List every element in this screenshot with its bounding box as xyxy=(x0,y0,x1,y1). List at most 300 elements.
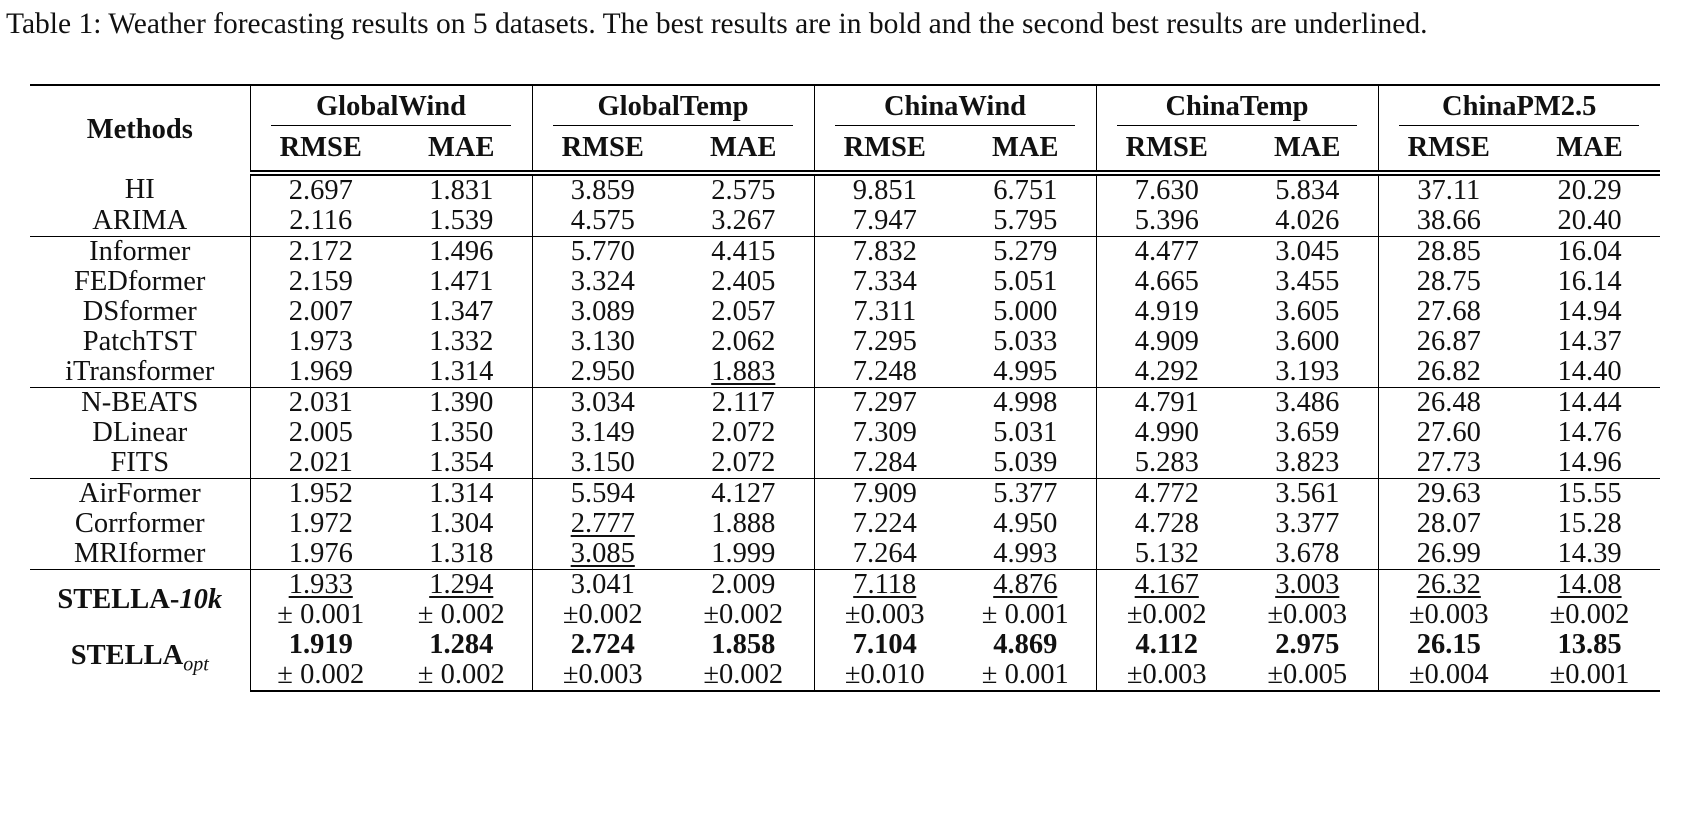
metric-value xyxy=(814,206,955,237)
metric-value xyxy=(955,327,1096,357)
metric-value-text: 26.82 xyxy=(1416,356,1481,387)
metric-value-text: 2.005 xyxy=(288,417,353,448)
stella-mean-text: 1.294 xyxy=(429,569,494,600)
stella-name-suffix: opt xyxy=(183,653,209,676)
metric-value xyxy=(391,206,532,237)
metric-value-text: 7.334 xyxy=(852,266,917,297)
metric-value xyxy=(391,418,532,448)
metric-value xyxy=(532,173,673,206)
metric-value xyxy=(1237,539,1378,570)
metric-value-text: 3.605 xyxy=(1275,296,1340,327)
metric-value-text: 1.347 xyxy=(429,296,494,327)
metric-value xyxy=(532,388,673,419)
method-name: ARIMA xyxy=(30,206,250,237)
metric-value xyxy=(673,479,814,510)
stella-mean-text: 26.32 xyxy=(1416,569,1481,600)
metric-value-text: 5.795 xyxy=(993,205,1058,236)
metric-value-text: 3.823 xyxy=(1275,447,1340,478)
metric-value-text: 1.314 xyxy=(429,356,494,387)
metric-value-text: 2.575 xyxy=(711,175,776,206)
metric-value xyxy=(1237,173,1378,206)
table-row xyxy=(30,479,1660,510)
metric-value xyxy=(532,418,673,448)
stella-mean-value xyxy=(673,570,814,601)
metric-value-text: 2.062 xyxy=(711,326,776,357)
metric-value-text: 2.117 xyxy=(711,387,775,418)
metric-value-text: 4.791 xyxy=(1134,387,1199,418)
metric-value-text: 1.539 xyxy=(429,205,494,236)
metric-value xyxy=(1378,357,1519,388)
metric-value-text: 1.888 xyxy=(711,508,776,539)
metric-value xyxy=(1096,509,1237,539)
metric-value-text: 3.267 xyxy=(711,205,776,236)
stella-mean-row xyxy=(30,630,1660,660)
stella-std-value: ±0.001 xyxy=(1519,660,1660,691)
metric-header: MAE xyxy=(391,126,532,173)
metric-value xyxy=(1096,237,1237,268)
stella-std-value: ± 0.001 xyxy=(250,600,391,630)
method-name: AirFormer xyxy=(78,478,201,509)
metric-value xyxy=(814,539,955,570)
metric-header: RMSE xyxy=(814,126,955,173)
stella-mean-value xyxy=(1237,630,1378,660)
metric-value-text: 15.28 xyxy=(1557,508,1622,539)
metric-value xyxy=(673,297,814,327)
metric-value-text: 1.969 xyxy=(288,356,353,387)
metric-value xyxy=(673,509,814,539)
metric-value-text: 4.127 xyxy=(711,478,776,509)
metric-value-text: 3.324 xyxy=(570,266,635,297)
stella-mean-row xyxy=(30,570,1660,601)
stella-mean-value xyxy=(532,570,673,601)
stella-mean-value xyxy=(391,630,532,660)
metric-value-text: 4.575 xyxy=(570,205,635,236)
metric-value xyxy=(1237,418,1378,448)
method-name: iTransformer xyxy=(30,357,250,388)
metric-value-text: 3.561 xyxy=(1275,478,1340,509)
stella-mean-value xyxy=(1096,630,1237,660)
metric-value-text: 20.40 xyxy=(1557,205,1622,236)
metric-value-text: 28.75 xyxy=(1416,266,1481,297)
metric-value-text: 5.132 xyxy=(1134,538,1199,569)
metric-value xyxy=(391,267,532,297)
stella-std-row xyxy=(30,660,1660,691)
metric-value-text: 2.950 xyxy=(570,356,635,387)
metric-value-text: 28.85 xyxy=(1416,236,1481,267)
table-row xyxy=(30,509,1660,539)
metric-value xyxy=(673,173,814,206)
stella-mean-text: 1.858 xyxy=(711,629,776,660)
metric-value xyxy=(955,509,1096,539)
metric-value xyxy=(1096,327,1237,357)
metric-value-text: 2.072 xyxy=(711,447,776,478)
metric-value xyxy=(391,297,532,327)
results-table xyxy=(30,84,1660,692)
stella-mean-text: 4.112 xyxy=(1135,629,1199,660)
stella-mean-value xyxy=(814,630,955,660)
stella-mean-text: 13.85 xyxy=(1557,629,1622,660)
metric-value xyxy=(814,237,955,268)
metric-value xyxy=(1378,327,1519,357)
metric-value xyxy=(532,509,673,539)
table-row xyxy=(30,388,1660,419)
table-caption: Table 1: Weather forecasting results on 5 datasets. The best results are in bold and the second best results are underlined. xyxy=(6,8,1428,40)
stella-std-value: ±0.002 xyxy=(703,599,784,630)
metric-value xyxy=(1096,297,1237,327)
stella-std-value: ± 0.002 xyxy=(391,660,532,691)
metric-value xyxy=(250,388,391,419)
stella-name-prefix: STELLA xyxy=(70,640,184,672)
metric-value xyxy=(1237,479,1378,510)
metric-value xyxy=(814,327,955,357)
metric-value xyxy=(955,448,1096,479)
stella-mean-text: 1.933 xyxy=(288,569,353,600)
metric-value xyxy=(814,173,955,206)
metric-value-text: 7.248 xyxy=(852,356,917,387)
metric-value xyxy=(955,539,1096,570)
stella-mean-value xyxy=(955,630,1096,660)
metric-value-text: 3.085 xyxy=(570,538,635,569)
table-row xyxy=(30,267,1660,297)
metric-value xyxy=(673,357,814,388)
metric-value xyxy=(1378,479,1519,510)
metric-value-text: 7.909 xyxy=(852,478,917,509)
metric-value xyxy=(532,267,673,297)
metric-value xyxy=(1378,237,1519,268)
metric-header: MAE xyxy=(1519,126,1660,173)
metric-value xyxy=(1096,267,1237,297)
metric-value xyxy=(391,479,532,510)
metric-value-text: 3.600 xyxy=(1275,326,1340,357)
metric-header: RMSE xyxy=(1096,126,1237,173)
metric-value xyxy=(250,173,391,206)
metric-value-text: 4.995 xyxy=(993,356,1058,387)
metric-value xyxy=(250,267,391,297)
metric-value xyxy=(1378,267,1519,297)
metric-value-text: 20.29 xyxy=(1557,175,1622,206)
stella-mean-value xyxy=(250,630,391,660)
metric-value xyxy=(532,237,673,268)
metric-value-text: 5.031 xyxy=(993,417,1058,448)
metric-value-text: 4.477 xyxy=(1134,236,1199,267)
metric-value xyxy=(1378,509,1519,539)
table-row xyxy=(30,327,1660,357)
metric-value xyxy=(1378,297,1519,327)
metric-value-text: 6.751 xyxy=(993,175,1058,206)
method-name: HI xyxy=(124,173,155,205)
metric-value xyxy=(1096,357,1237,388)
metric-value-text: 28.07 xyxy=(1416,508,1481,539)
metric-value xyxy=(955,267,1096,297)
stella-mean-text: 2.724 xyxy=(570,629,635,660)
metric-value xyxy=(1519,479,1660,510)
metric-value-text: 3.089 xyxy=(570,296,635,327)
metric-value-text: 9.851 xyxy=(852,175,917,206)
metric-value xyxy=(814,509,955,539)
metric-value xyxy=(391,237,532,268)
metric-value-text: 4.292 xyxy=(1134,356,1199,387)
method-name: MRIformer xyxy=(30,539,250,570)
metric-value-text: 4.919 xyxy=(1134,296,1199,327)
stella-std-value: ±0.010 xyxy=(814,660,955,691)
methods-header: Methods xyxy=(30,85,250,173)
metric-value xyxy=(1237,388,1378,419)
stella-mean-text: 7.118 xyxy=(853,569,917,600)
metric-value xyxy=(1519,327,1660,357)
metric-header-row xyxy=(30,126,1660,173)
metric-value xyxy=(391,173,532,206)
method-name: Corrformer xyxy=(74,508,205,539)
metric-value-text: 16.14 xyxy=(1557,266,1622,297)
metric-value xyxy=(532,327,673,357)
metric-value-text: 1.314 xyxy=(429,478,494,509)
metric-value xyxy=(1519,357,1660,388)
metric-value-text: 14.40 xyxy=(1557,356,1622,387)
metric-value xyxy=(814,388,955,419)
stella-mean-text: 3.041 xyxy=(570,569,635,600)
metric-value xyxy=(250,448,391,479)
metric-value xyxy=(814,418,955,448)
metric-value-text: 27.68 xyxy=(1416,296,1481,327)
metric-value-text: 4.950 xyxy=(993,508,1058,539)
metric-value-text: 1.831 xyxy=(429,175,494,206)
metric-value xyxy=(1519,539,1660,570)
metric-value xyxy=(814,297,955,327)
metric-value-text: 27.73 xyxy=(1416,447,1481,478)
metric-header: MAE xyxy=(955,126,1096,173)
metric-value-text: 14.96 xyxy=(1557,447,1622,478)
stella-mean-value xyxy=(814,570,955,601)
stella-mean-value xyxy=(250,570,391,601)
stella-mean-value xyxy=(391,570,532,601)
table-row xyxy=(30,237,1660,268)
stella-std-value: ±0.005 xyxy=(1237,660,1378,691)
metric-value xyxy=(673,539,814,570)
metric-value-text: 5.000 xyxy=(993,296,1058,327)
metric-value-text: 4.909 xyxy=(1134,326,1199,357)
stella-mean-value xyxy=(1378,630,1519,660)
stella-mean-value xyxy=(1378,570,1519,601)
metric-value-text: 4.998 xyxy=(993,387,1058,418)
stella-std-value: ±0.002 xyxy=(1096,600,1237,630)
stella-label xyxy=(70,640,209,676)
stella-std-value: ±0.003 xyxy=(1267,599,1348,630)
metric-value xyxy=(955,173,1096,206)
metric-value xyxy=(250,479,391,510)
metric-value-text: 7.630 xyxy=(1134,175,1199,206)
metric-value xyxy=(250,327,391,357)
metric-value-text: 14.76 xyxy=(1557,417,1622,448)
metric-value xyxy=(955,418,1096,448)
metric-value xyxy=(1237,448,1378,479)
stella-mean-value xyxy=(532,630,673,660)
metric-value-text: 7.224 xyxy=(852,508,917,539)
metric-value xyxy=(1096,479,1237,510)
metric-value-text: 4.990 xyxy=(1134,417,1199,448)
metric-value-text: 5.039 xyxy=(993,447,1058,478)
metric-value-text: 2.697 xyxy=(288,175,353,206)
metric-value xyxy=(532,539,673,570)
metric-value-text: 1.976 xyxy=(288,538,353,569)
metric-value xyxy=(955,388,1096,419)
metric-value-text: 7.295 xyxy=(852,326,917,357)
metric-value xyxy=(1378,173,1519,206)
stella-method-name xyxy=(30,630,250,691)
method-name: FEDformer xyxy=(74,266,206,297)
stella-mean-text: 4.869 xyxy=(993,629,1058,660)
metric-value-text: 7.284 xyxy=(852,447,917,478)
metric-value-text: 1.350 xyxy=(429,417,494,448)
dataset-header-row xyxy=(30,85,1660,126)
metric-value xyxy=(1096,418,1237,448)
metric-value-text: 7.309 xyxy=(852,417,917,448)
metric-value-text: 26.48 xyxy=(1416,387,1481,418)
metric-value-text: 3.150 xyxy=(570,447,635,478)
metric-header: MAE xyxy=(1237,126,1378,173)
stella-mean-text: 7.104 xyxy=(852,629,917,660)
metric-value xyxy=(673,388,814,419)
table-row xyxy=(30,297,1660,327)
metric-value xyxy=(1096,173,1237,206)
metric-value-text: 4.772 xyxy=(1134,478,1199,509)
metric-value-text: 7.311 xyxy=(853,296,917,327)
metric-value xyxy=(1096,388,1237,419)
metric-value xyxy=(673,267,814,297)
stella-name-suffix: 10k xyxy=(179,584,223,615)
metric-value xyxy=(250,509,391,539)
metric-value-text: 4.728 xyxy=(1134,508,1199,539)
metric-value xyxy=(1519,267,1660,297)
metric-value xyxy=(532,448,673,479)
dataset-header-globalwind: GlobalWind xyxy=(250,85,532,126)
metric-value-text: 1.318 xyxy=(429,538,494,569)
metric-value xyxy=(955,357,1096,388)
method-name: DLinear xyxy=(92,417,188,448)
stella-std-value: ± 0.001 xyxy=(955,660,1096,691)
metric-value-text: 1.332 xyxy=(429,326,494,357)
metric-value-text: 5.834 xyxy=(1275,175,1340,206)
metric-value xyxy=(1237,509,1378,539)
metric-value xyxy=(532,357,673,388)
results-body xyxy=(30,173,1660,691)
stella-mean-text: 4.167 xyxy=(1134,569,1199,600)
stella-std-value: ± 0.002 xyxy=(250,660,391,691)
metric-value xyxy=(1096,206,1237,237)
method-name: Informer xyxy=(89,236,191,267)
metric-header: MAE xyxy=(673,126,814,173)
metric-value xyxy=(955,297,1096,327)
metric-value-text: 2.116 xyxy=(289,205,353,236)
stella-label xyxy=(57,584,222,615)
metric-value-text: 1.999 xyxy=(711,538,776,569)
metric-value-text: 3.034 xyxy=(570,387,635,418)
metric-value-text: 7.264 xyxy=(852,538,917,569)
metric-value-text: 4.026 xyxy=(1275,205,1340,236)
metric-value-text: 3.659 xyxy=(1275,417,1340,448)
method-name: N-BEATS xyxy=(81,387,199,418)
stella-mean-text: 2.975 xyxy=(1275,629,1340,660)
stella-mean-value xyxy=(1519,630,1660,660)
metric-value xyxy=(814,357,955,388)
metric-value xyxy=(1519,206,1660,237)
metric-value-text: 2.172 xyxy=(288,236,353,267)
metric-value xyxy=(532,206,673,237)
method-name: PatchTST xyxy=(82,326,197,357)
metric-value xyxy=(673,448,814,479)
metric-value-text: 2.405 xyxy=(711,266,776,297)
metric-value xyxy=(391,357,532,388)
metric-value xyxy=(1237,237,1378,268)
metric-value-text: 1.496 xyxy=(429,236,494,267)
stella-mean-text: 26.15 xyxy=(1416,629,1481,660)
metric-value xyxy=(391,327,532,357)
metric-value-text: 5.283 xyxy=(1134,447,1199,478)
metric-value-text: 3.455 xyxy=(1275,266,1340,297)
metric-value-text: 5.770 xyxy=(570,236,635,267)
metric-value xyxy=(673,206,814,237)
metric-value-text: 14.39 xyxy=(1557,538,1622,569)
metric-value-text: 5.033 xyxy=(993,326,1058,357)
metric-value-text: 2.777 xyxy=(570,508,635,539)
stella-mean-text: 4.876 xyxy=(993,569,1058,600)
metric-value-text: 5.396 xyxy=(1134,205,1199,236)
stella-mean-value xyxy=(1519,570,1660,601)
metric-value xyxy=(1237,357,1378,388)
metric-value-text: 1.973 xyxy=(288,326,353,357)
metric-value-text: 3.045 xyxy=(1275,236,1340,267)
metric-value-text: 3.149 xyxy=(570,417,635,448)
metric-value-text: 3.130 xyxy=(570,326,635,357)
stella-std-value: ±0.003 xyxy=(532,660,673,691)
metric-value-text: 26.99 xyxy=(1416,538,1481,569)
metric-value-text: 5.279 xyxy=(993,236,1058,267)
metric-value-text: 2.031 xyxy=(288,387,353,418)
metric-value-text: 5.051 xyxy=(993,266,1058,297)
stella-mean-value xyxy=(1237,570,1378,601)
metric-value-text: 2.057 xyxy=(711,296,776,327)
metric-value xyxy=(1237,206,1378,237)
metric-value-text: 14.44 xyxy=(1557,387,1622,418)
metric-value xyxy=(1378,388,1519,419)
metric-value xyxy=(673,237,814,268)
table-row xyxy=(30,448,1660,479)
metric-value-text: 27.60 xyxy=(1416,417,1481,448)
metric-value xyxy=(532,297,673,327)
metric-value-text: 26.87 xyxy=(1416,326,1481,357)
metric-value xyxy=(1237,327,1378,357)
metric-value-text: 7.832 xyxy=(852,236,917,267)
metric-value-text: 38.66 xyxy=(1416,205,1481,236)
stella-mean-text: 3.003 xyxy=(1275,569,1340,600)
metric-header: RMSE xyxy=(250,126,391,173)
stella-name-prefix: STELLA- xyxy=(57,584,180,615)
metric-value xyxy=(250,357,391,388)
metric-value xyxy=(814,267,955,297)
metric-value xyxy=(1378,539,1519,570)
metric-value xyxy=(391,509,532,539)
metric-value xyxy=(532,479,673,510)
metric-value-text: 15.55 xyxy=(1557,478,1622,509)
metric-value xyxy=(1519,388,1660,419)
metric-value xyxy=(1378,418,1519,448)
metric-header: RMSE xyxy=(532,126,673,173)
metric-value-text: 16.04 xyxy=(1557,236,1622,267)
stella-mean-text: 2.009 xyxy=(711,569,776,600)
metric-value-text: 1.304 xyxy=(429,508,494,539)
metric-value-text: 14.94 xyxy=(1557,296,1622,327)
metric-value-text: 1.390 xyxy=(429,387,494,418)
metric-value xyxy=(955,479,1096,510)
